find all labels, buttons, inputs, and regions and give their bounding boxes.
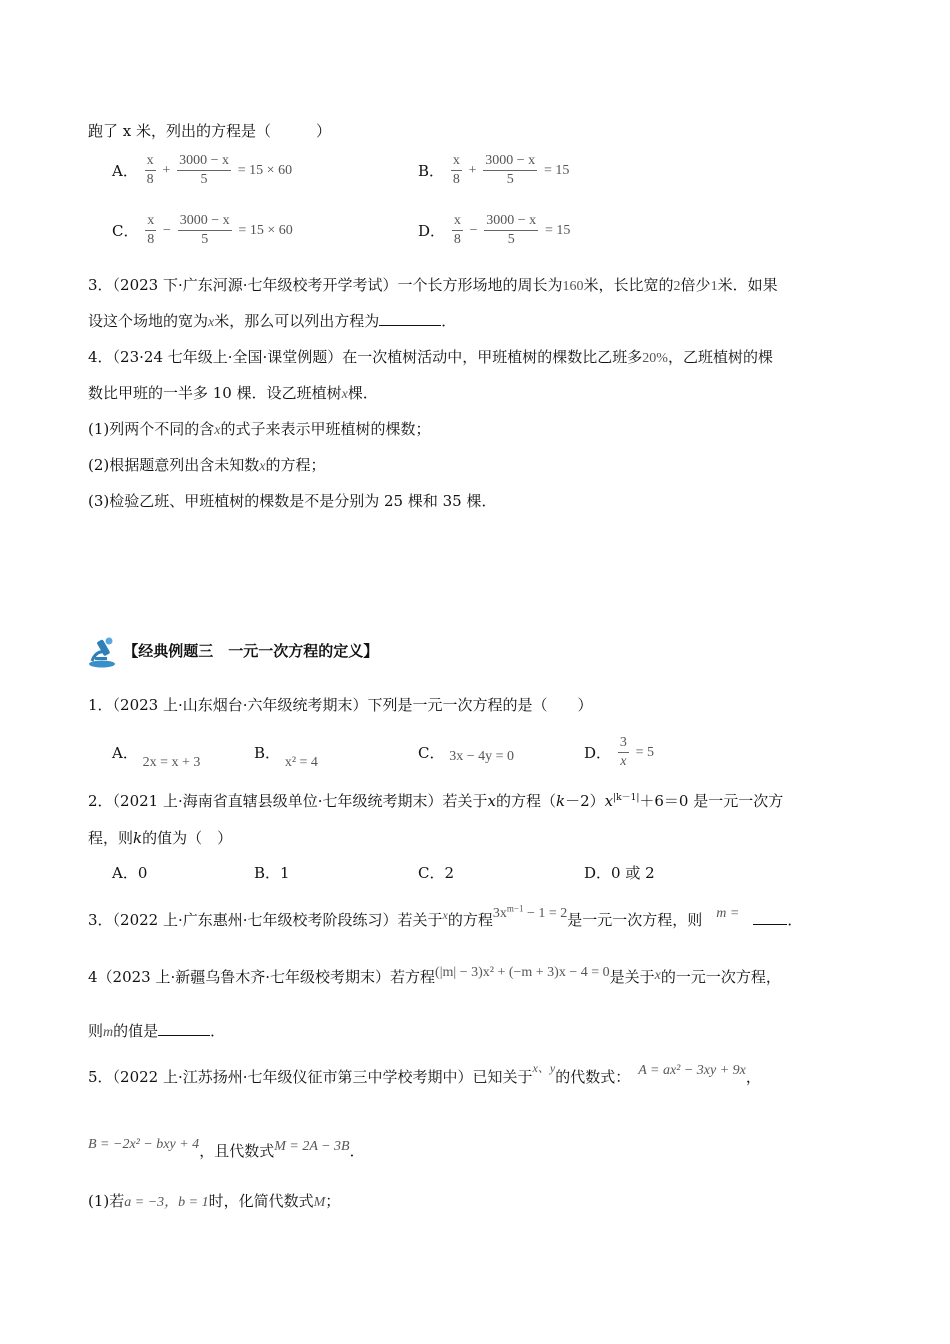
fraction: $\frac{3000 - x}{5}$ (179, 153, 229, 187)
rhs: = 15 (543, 162, 570, 178)
question-4-sub2: (2)根据题意列出含未知数x的方程； (88, 456, 326, 474)
option-a (112, 152, 292, 189)
s3-question-1: 1．（2023 上·山东烟台·六年级统考期末）下列是一元一次方程的是（ ） (88, 696, 593, 714)
fraction: $\frac{x}{8}$ (146, 153, 154, 187)
s3-question-2-line2: 程，则k的值为（ ） (88, 829, 233, 847)
s3-question-4: 4（2023 上·新疆乌鲁木齐·七年级校考期末）若方程(|m| − 3)x² + (−m + 3)x − 4 = 0是关于x的一元一次方程， (88, 965, 781, 986)
answer-blank[interactable] (753, 910, 787, 925)
question-3-line2: 设这个场地的宽为x米，那么可以列出方程为 ． (88, 312, 457, 330)
answer-blank[interactable] (158, 1021, 210, 1036)
option-a (112, 742, 201, 770)
microscope-icon (88, 642, 123, 660)
equation: 2x = x + 3 (142, 755, 201, 770)
section-heading (88, 636, 378, 668)
exponent: |k－1| (613, 793, 640, 803)
option-label: B． (254, 744, 281, 762)
option-d: D．0 或 2 (584, 864, 655, 882)
option-label: A． (112, 162, 138, 180)
option-c (112, 212, 293, 249)
option-c (418, 742, 514, 763)
operator: − (469, 222, 478, 238)
fraction: $\frac{3000 - x}{5}$ (179, 213, 230, 247)
fraction: $\frac{3}{x}$ (619, 735, 627, 769)
option-d (584, 734, 654, 771)
rhs: = 5 (635, 744, 654, 760)
question-4-sub3: (3)检验乙班、甲班植树的棵数是不是分别为 25 棵和 35 棵． (88, 492, 497, 510)
fraction: $\frac{3000 - x}{5}$ (486, 213, 537, 247)
question-4-sub1: (1)列两个不同的含x的式子来表示甲班植树的棵数； (88, 420, 431, 438)
fraction: $\frac{3000 - x}{5}$ (485, 153, 536, 187)
equation: x² = 4 (284, 755, 318, 770)
option-label: D． (584, 744, 612, 762)
s3-question-3: 3．（2022 上·广东惠州·七年级校考阶段练习）若关于$^x$的方程$3x^{m-1} - 1 = 2$是一元一次方程，则 m = ． (88, 903, 803, 929)
s3-question-5-sub1: (1)若a = −3，b = 1时，化简代数式M； (88, 1192, 341, 1210)
operator: + (162, 162, 171, 178)
option-b: B．1 (254, 864, 290, 882)
fraction: $\frac{x}{8}$ (453, 213, 461, 247)
option-d (418, 212, 570, 249)
equation: 3x − 4y = 0 (449, 749, 515, 764)
s3-question-4-line2: 则m的值是 ． (88, 1022, 226, 1040)
option-b (418, 152, 569, 189)
option-c: C．2 (418, 864, 455, 882)
s3-question-2: 2．（2021 上·海南省直辖县级单位·七年级统考期末）若关于x的方程$(k-2)x^{|k-1|}+6=0$ 是一元一次方 (88, 792, 784, 810)
rhs: = 15 × 60 (238, 222, 293, 238)
fraction: $\frac{x}{8}$ (147, 213, 155, 247)
s3-question-5: 5．（2022 上·江苏扬州·七年级仪征市第三中学校考期中）已知关于$^{x、y}$的代数式： A = ax² − 3xy + 9x， (88, 1061, 761, 1086)
option-label: A． (112, 744, 138, 762)
rhs: = 15 (544, 222, 571, 238)
operator: + (468, 162, 477, 178)
fraction: $\frac{x}{8}$ (452, 153, 460, 187)
question-4-line2: 数比甲班的一半多 10 棵．设乙班植树x棵． (88, 384, 378, 402)
option-label: C． (112, 222, 139, 240)
option-a: A．0 (112, 864, 148, 882)
rhs: = 15 × 60 (237, 162, 293, 178)
answer-blank[interactable] (379, 311, 441, 326)
question-3: 3．（2023 下·广东河源·七年级校考开学考试）一个长方形场地的周长为160米，长比宽的2倍少1米．如果 (88, 276, 778, 294)
question-text: 跑了 x 米，列出的方程是（ ） (88, 122, 331, 140)
s3-question-5-line2: B = −2x² − bxy + 4，且代数式M = 2A − 3B． (88, 1137, 365, 1160)
option-b (254, 742, 318, 770)
question-4: 4．（23·24 七年级上·全国·课堂例题）在一次植树活动中，甲班植树的棵数比乙班多20%，乙班植树的棵 (88, 348, 773, 366)
option-label: C． (418, 744, 445, 762)
option-label: B． (418, 162, 445, 180)
section-title: 【经典例题三 一元一次方程的定义】 (123, 642, 379, 660)
option-label: D． (418, 222, 446, 240)
operator: − (163, 222, 171, 238)
